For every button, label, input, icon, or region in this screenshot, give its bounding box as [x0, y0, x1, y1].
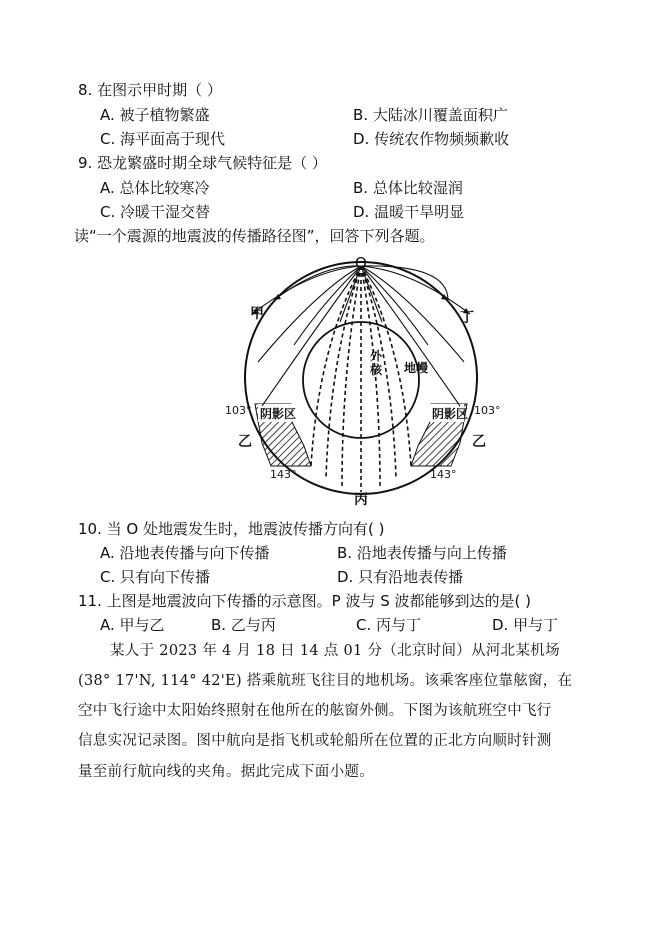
- passage-line: 空中飞行途中太阳始终照射在他所在的舷窗外侧。下图为该航班空中飞行: [78, 703, 552, 719]
- label-103-right: 103°: [474, 404, 501, 417]
- q9-option-c: C. 冷暖干湿交替: [100, 203, 211, 221]
- q10-option-b: B. 沿地表传播与向上传播: [337, 544, 507, 562]
- seismic-rays: [252, 266, 470, 406]
- label-143-left: 143°: [270, 468, 297, 481]
- label-103-left: 103°: [225, 404, 252, 417]
- q9-option-a: A. 总体比较寒冷: [100, 179, 210, 197]
- label-diman: 地幔: [404, 361, 429, 375]
- q8-option-b: B. 大陆冰川覆盖面积广: [353, 106, 508, 124]
- passage-line: 信息实况记录图。图中航向是指飞机或轮船所在位置的正北方向顺时针测: [78, 733, 552, 749]
- q8-option-a: A. 被子植物繁盛: [100, 106, 210, 124]
- label-shadow-left: 阴影区: [260, 407, 297, 421]
- q10-option-a: A. 沿地表传播与向下传播: [100, 544, 270, 562]
- label-ding: 丁: [460, 310, 474, 326]
- label-o: O: [355, 254, 367, 272]
- label-yi-right: 乙: [472, 434, 486, 450]
- q11-option-c: C. 丙与丁: [356, 616, 422, 634]
- q10-option-c: C. 只有向下传播: [100, 568, 211, 586]
- q8-option-c: C. 海平面高于现代: [100, 130, 226, 148]
- core-rays: [311, 266, 411, 492]
- label-shadow-right: 阴影区: [432, 407, 469, 421]
- label-yi-left: 乙: [238, 434, 252, 450]
- q9-option-d: D. 温暖干旱明显: [353, 203, 465, 221]
- label-jia: 甲: [250, 306, 264, 322]
- label-143-right: 143°: [430, 468, 457, 481]
- figure-intro: 读“一个震源的地震波的传播路径图”，回答下列各题。: [74, 227, 435, 245]
- q9-option-b: B. 总体比较湿润: [353, 179, 463, 197]
- q8-stem: 8. 在图示甲时期（ ）: [78, 81, 222, 99]
- label-bing: 丙: [354, 492, 368, 508]
- passage-line: (38° 17'N, 114° 42'E) 搭乘航班飞往目的地机场。该乘客座位靠舷窗，在: [78, 673, 573, 689]
- q11-option-a: A. 甲与乙: [100, 616, 165, 634]
- passage-line: 某人于 2023 年 4 月 18 日 14 点 01 分（北京时间）从河北某机场: [110, 643, 560, 659]
- q11-stem: 11. 上图是地震波向下传播的示意图。P 波与 S 波都能够到达的是( ): [78, 592, 531, 610]
- q11-option-b: B. 乙与丙: [211, 616, 276, 634]
- q8-option-d: D. 传统农作物频频歉收: [353, 130, 510, 148]
- label-waihe: 外核: [370, 349, 383, 377]
- passage-line: 量至前行航向线的夹角。据此完成下面小题。: [78, 764, 374, 780]
- q10-option-d: D. 只有沿地表传播: [337, 568, 464, 586]
- q11-option-d: D. 甲与丁: [492, 616, 559, 634]
- q9-stem: 9. 恐龙繁盛时期全球气候特征是（ ）: [78, 154, 327, 172]
- q10-stem: 10. 当 O 处地震发生时，地震波传播方向有( ): [78, 520, 385, 538]
